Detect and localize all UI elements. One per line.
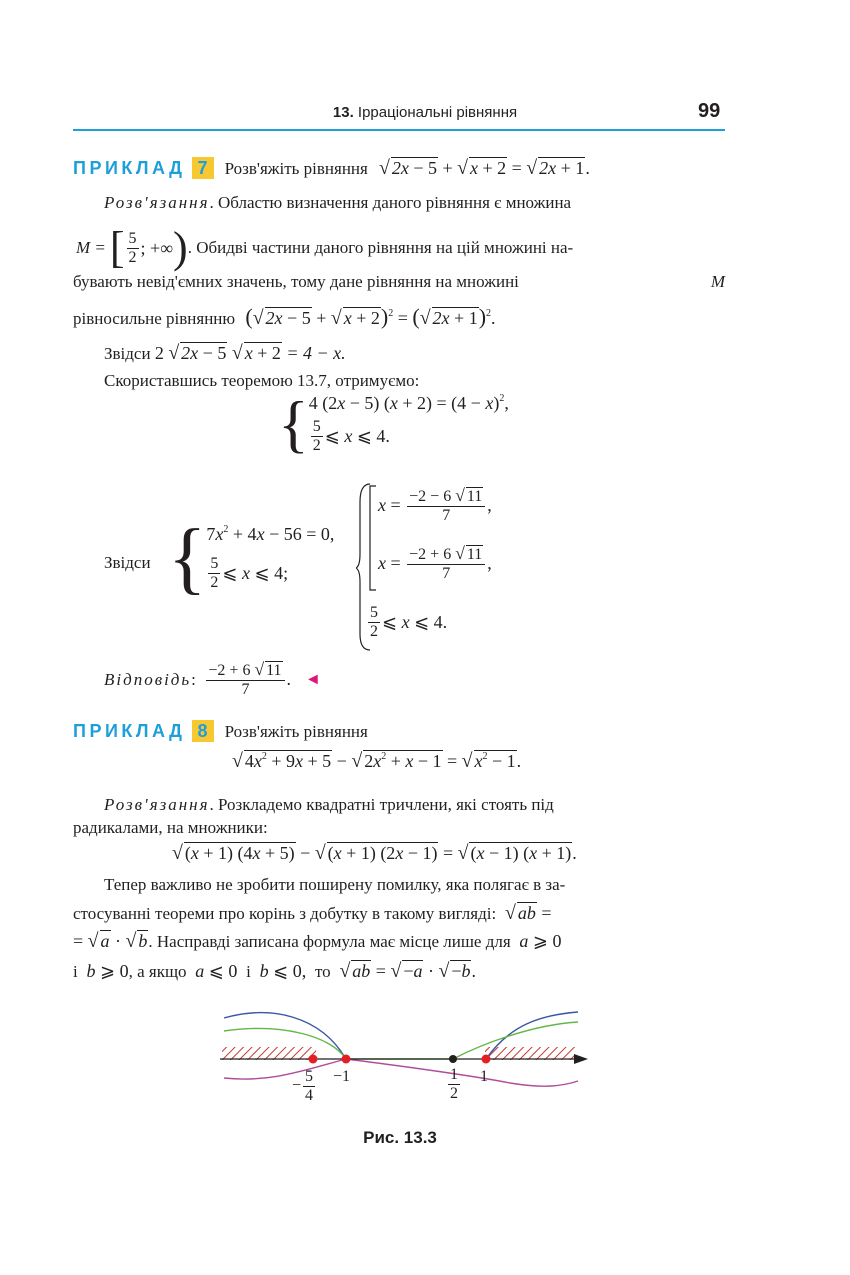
paragraph-line1: Тепер важливо не зробити поширену помилку, яка полягає в за- [104,875,566,894]
paragraph-line4: і b ⩾ 0, а якщо a ⩽ 0 і b ⩽ 0, то √ ab = √ −a · √ −b. [73,960,476,982]
hence-tail: = 4 − x. [286,343,346,363]
hence-word: Звідси [104,344,151,363]
text-line: . Розкладемо квадратні тричлени, які стоять під [209,795,554,814]
solution-word: Розв'язання [104,193,210,212]
axis-arrow [574,1054,588,1064]
text-line: рівносильне рівнянню [73,309,236,328]
numerator: 5 [305,1068,314,1085]
text-word: і [73,962,78,981]
domain-prefix: M = [76,238,106,258]
example-label: ПРИКЛАД [73,158,186,178]
theorem-line: Скориставшись теоремою 13.7, отримуємо: [104,371,420,390]
section-number: 13. [332,104,354,121]
figure-caption: Рис. 13.3 [363,1128,437,1147]
point-minus-one [342,1055,351,1064]
text-word: , а якщо [128,962,187,981]
curve-purple [224,1059,578,1086]
solution8-line1 [104,795,554,815]
hence-word-2: Звідси [104,553,151,572]
end-marker: ◄ [305,671,321,689]
equation-7: √ 2x − 5 + √ x + 2 = √ 2x + 1. [378,157,590,179]
text-word: і [246,962,251,981]
example-number: 7 [192,157,214,179]
text-line: стосуванні теореми про корінь з добутку в такому вигляді: [73,904,497,923]
example8-heading [73,721,368,742]
system-1: { 4 (2x − 5) $(x + 2) = (4 - x)^2$, $\frac{5}{2}$ ⩽ x ⩽ 4. [278,388,509,459]
solution8-line2: радикалами, на множники: [73,818,268,837]
solution7-line3 [73,272,725,292]
set-var: M [710,272,725,291]
equation-8: √ $4x^2 + 9x + 5$ − √ $2x^2 + x - 1$ = √ $x^2 - 1$. [232,750,522,772]
point-minus-five-fourths [309,1055,318,1064]
label-one: 1 [480,1068,488,1085]
section-title: Ірраціональні рівняння [357,104,518,121]
label-one-half [446,1066,462,1103]
point-one [482,1055,491,1064]
squared-equation: (√ 2x − 5 + √ x + 2)$^2$ = (√ 2x + 1)$^2$. [245,304,496,329]
factored-equation: √ (x + 1) (4x + 5) − √ (x + 1) (2x − 1) = √ (x − 1) (x + 1). [172,842,577,864]
example7-heading [73,157,590,180]
example-task: Розв'яжіть рівняння [224,722,368,741]
point-one-half [449,1055,457,1063]
numerator: 1 [450,1066,458,1083]
minus-sign: − [292,1077,302,1095]
paragraph-line3: = √ a · √ b. Насправді записана формула має місце лише для a ⩾ 0 [73,930,562,952]
example-label: ПРИКЛАД [73,721,186,741]
denominator: 2 [450,1084,458,1102]
paragraph-line2: стосуванні теореми про корінь з добутку в такому вигляді: √ ab = [73,902,552,924]
solution7-line4 [73,304,496,331]
hatch-right [485,1047,575,1060]
hence-equation: 2 √ 2x − 5 √ x + 2 [154,342,281,364]
text-line: . Насправді записана формула має місце лише для [148,932,511,951]
answer-line: Відповідь : $\frac{-2 + 6 √ 11}{7}$ . ◄ [104,659,321,699]
sign-diagram [210,995,600,1130]
label-minus-one: −1 [333,1068,351,1085]
domain-text: . Обидві частини даного рівняння на цій множині на- [187,238,574,258]
answer-word: Відповідь [104,669,192,689]
denominator: 4 [305,1086,314,1104]
header-rule [73,129,725,131]
label-minus-five-fourths [292,1068,317,1105]
solution-text: . Областю визначення даного рівняння є множина [209,193,572,212]
text-word: то [314,962,331,981]
page-number: 99 [698,100,721,122]
running-head [0,104,850,121]
system-2: { $7x^2 + 4x - 56 = 0$, $\frac{5}{2}$ ⩽ x ⩽ 4; [168,514,335,602]
text-line: бувають невід'ємних значень, тому дане рівняння на множині [73,272,519,291]
hatch-left [222,1047,316,1060]
domain-line: M = [ $\frac{5}{2}$ ; +∞ ) . Обидві частини даного рівняння на цій множині на- [76,223,574,272]
solution7-line1 [104,193,571,213]
example-task: Розв'яжіть рівняння [224,159,368,178]
hence-line-1 [104,342,346,366]
example-number: 8 [192,720,214,742]
solution-word: Розв'язання [104,795,210,814]
